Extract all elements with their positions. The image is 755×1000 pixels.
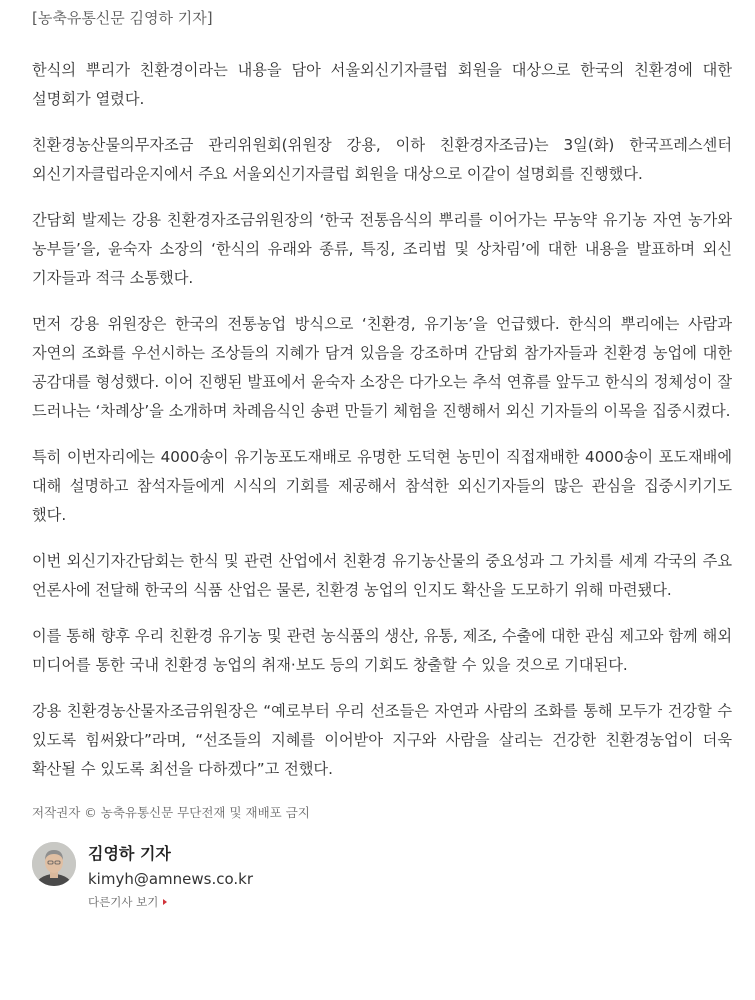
article-paragraph-1: 한식의 뿌리가 친환경이라는 내용을 담아 서울외신기자클럽 회원을 대상으로 한국의 친환경에 대한 설명회가 열렸다.	[32, 61, 732, 108]
author-box	[32, 842, 732, 910]
article-paragraph-8: 강용 친환경농산물자조금위원장은 “예로부터 우리 선조들은 자연과 사람의 조화를 통해 모두가 건강할 수 있도록 힘써왔다”라며, “선조들의 지혜를 이어받아 지구와 사람을 살리는 건강한 친환경농업이 더욱 확산될 수 있도록 최선을 다하겠다”고 전했다.	[32, 702, 732, 778]
author-info	[88, 842, 253, 910]
article-paragraph-4: 먼저 강용 위원장은 한국의 전통농업 방식으로 ‘친환경, 유기농’을 언급했다. 한식의 뿌리에는 사람과 자연의 조화를 우선시하는 조상들의 지혜가 담겨 있음을 강조하며 간담회 참가자들과 친환경 농업에 대한 공감대를 형성했다. 이어 진행된 발표에서 윤숙자 소장은 다가오는 추석 연휴를 앞두고 한식의 정체성이 잘 드러나는 ‘차례상’을 소개하며 차례음식인 송편 만들기 체험을 진행해서 외신 기자들의 이목을 집중시켰다.	[32, 315, 732, 420]
copyright-notice: 저작권자 © 농축유통신문 무단전재 및 재배포 금지	[32, 805, 310, 820]
article-paragraph-5: 특히 이번자리에는 4000송이 유기농포도재배로 유명한 도덕현 농민이 직접재배한 4000송이 포도재배에 대해 설명하고 참석자들에게 시식의 기회를 제공해서 참석한 외신기자들의 많은 관심을 집중시키기도 했다.	[32, 448, 732, 524]
avatar	[32, 842, 76, 886]
article-byline: [농축유통신문 김영하 기자]	[32, 9, 213, 27]
more-articles-link[interactable]	[88, 894, 167, 910]
caret-right-icon	[163, 899, 167, 905]
article-paragraph-7: 이를 통해 향후 우리 친환경 유기농 및 관련 농식품의 생산, 유통, 제조, 수출에 대한 관심 제고와 함께 해외 미디어를 통한 국내 친환경 농업의 취재·보도 등의 기회도 창출할 수 있을 것으로 기대된다.	[32, 627, 732, 674]
more-articles-label: 다른기사 보기	[88, 895, 159, 909]
author-name: 김영하 기자	[88, 844, 171, 863]
reporter-photo-icon	[32, 842, 76, 886]
article-paragraph-2: 친환경농산물의무자조금 관리위원회(위원장 강용, 이하 친환경자조금)는 3일(화) 한국프레스센터 외신기자클럽라운지에서 주요 서울외신기자클럽 회원을 대상으로 이같이 설명회를 진행했다.	[32, 136, 732, 183]
article-paragraph-3: 간담회 발제는 강용 친환경자조금위원장의 ‘한국 전통음식의 뿌리를 이어가는 무농약 유기농 자연 농가와 농부들’을, 윤숙자 소장의 ‘한식의 유래와 종류, 특징, 조리법 및 상차림’에 대한 내용을 발표하며 외신 기자들과 적극 소통했다.	[32, 211, 732, 287]
article-body	[32, 0, 732, 910]
author-email[interactable]: kimyh@amnews.co.kr	[88, 870, 254, 888]
article-paragraph-6: 이번 외신기자간담회는 한식 및 관련 산업에서 친환경 유기농산물의 중요성과 그 가치를 세계 각국의 주요 언론사에 전달해 한국의 식품 산업은 물론, 친환경 농업의 인지도 확산을 도모하기 위해 마련됐다.	[32, 552, 732, 599]
